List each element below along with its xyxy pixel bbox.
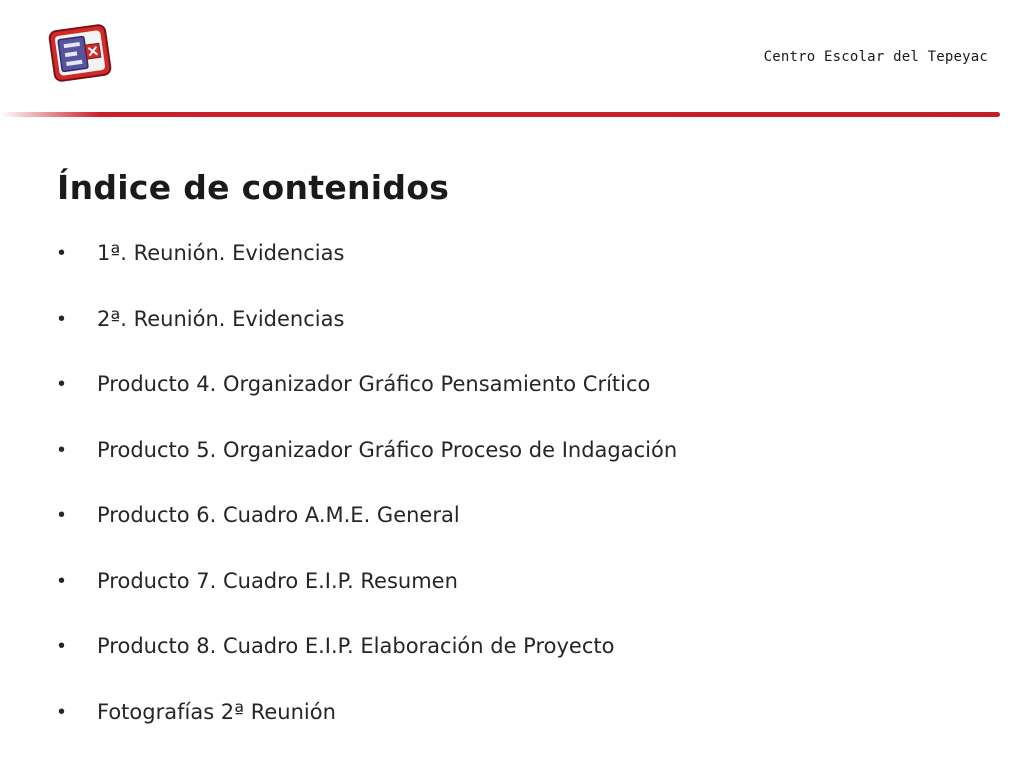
page-title: Índice de contenidos xyxy=(57,168,450,207)
bullet-icon: • xyxy=(58,438,66,461)
bullet-icon: • xyxy=(58,700,66,723)
bullet-icon: • xyxy=(58,242,66,264)
list-item-label: Producto 6. Cuadro A.M.E. General xyxy=(97,503,460,527)
bullet-icon: • xyxy=(58,504,66,526)
school-logo-icon xyxy=(46,22,114,84)
logo-graphic xyxy=(46,22,114,84)
list-item-label: Producto 5. Organizador Gráfico Proceso de Indagación xyxy=(97,437,678,462)
list-item-label: 1ª. Reunión. Evidencias xyxy=(97,241,345,265)
bullet-icon: • xyxy=(58,373,66,395)
school-name: Centro Escolar del Tepeyac xyxy=(763,49,988,65)
list-item-label: Producto 8. Cuadro E.I.P. Elaboración de Proyecto xyxy=(97,634,615,658)
list-item-label: Producto 7. Cuadro E.I.P. Resumen xyxy=(97,568,458,593)
header-divider xyxy=(0,112,1000,117)
list-item-label: 2ª. Reunión. Evidencias xyxy=(97,306,345,331)
bullet-icon: • xyxy=(58,635,66,657)
bullet-icon: • xyxy=(58,307,66,330)
list-item-label: Fotografías 2ª Reunión xyxy=(97,699,336,724)
bullet-icon: • xyxy=(58,569,66,592)
list-item-label: Producto 4. Organizador Gráfico Pensamiento Crítico xyxy=(97,372,651,396)
